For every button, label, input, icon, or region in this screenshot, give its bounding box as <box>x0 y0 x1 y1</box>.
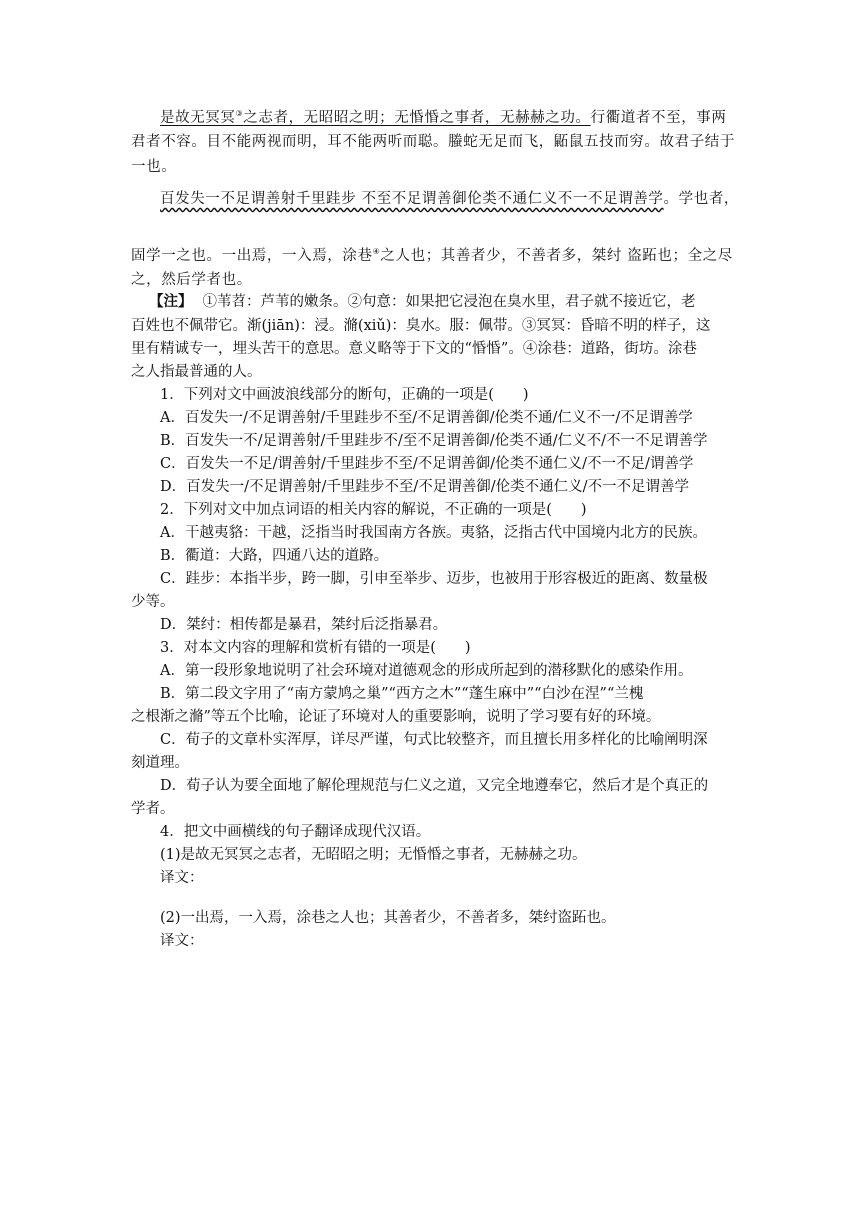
footnote-marker: ④ <box>372 247 381 256</box>
q3-option-c: C．荀子的文章朴实浑厚，详尽严谨，句式比较整齐，而且擅长用多样化的比喻阐明深 <box>160 732 708 748</box>
footnote-marker: ③ <box>235 109 244 118</box>
q2-option-d: D．桀纣：相传都是暴君，桀纣后泛指暴君。 <box>160 617 448 633</box>
notes-line <box>149 292 696 312</box>
q3-option-d-cont: 学者。 <box>131 801 175 817</box>
question-2: 2．下列对文中加点词语的相关内容的解说，不正确的一项是( ) <box>160 502 587 518</box>
notes-text: ①苇苕：芦苇的嫩条。②句意：如果把它浸泡在臭水里，君子就不接近它，老 <box>202 294 696 310</box>
underlined-text: 之志者，无昭昭之明；无惛惛之事者，无赫赫之功。 <box>243 110 591 126</box>
question-4: 4．把文中画横线的句子翻译成现代汉语。 <box>160 824 431 840</box>
question-1: 1．下列对文中画波浪线部分的断句，正确的一项是( ) <box>160 387 529 403</box>
passage-line: 之，然后学者也。 <box>131 272 252 288</box>
passage-line: 一也。 <box>131 159 177 175</box>
underlined-sentence <box>160 110 591 126</box>
q3-option-d: D．荀子认为要全面地了解伦理规范与仁义之道，又完全地遵奉它，然后才是个真正的 <box>160 778 709 794</box>
passage-line <box>160 104 727 128</box>
passage-text: 固学一之也。一出焉，一入焉，涂巷 <box>131 248 373 264</box>
q4-answer-label-1: 译文： <box>160 870 204 886</box>
q2-option-c-cont: 少等。 <box>131 594 175 610</box>
notes-line: 里有精诚专一，埋头苦干的意思。意义略等于下文的“惛惛”。④涂巷：道路，街坊。涂巷 <box>131 341 697 357</box>
passage-line <box>160 189 739 209</box>
q3-option-a: A．第一段形象地说明了社会环境对道德观念的形成所起到的潜移默化的感染作用。 <box>160 663 693 679</box>
q3-option-b-cont: 之根渐之滫”等五个比喻，论证了环境对人的重要影响，说明了学习要有好的环境。 <box>131 709 661 725</box>
underlined-text: 是故无冥冥 <box>160 110 236 126</box>
q1-option-c: C．百发失一不足/谓善射/千里跬步不至/不足谓善御/伦类不通仁义/不一不足/谓善学 <box>160 456 694 472</box>
q2-option-c: C．跬步：本指半步，跨一脚，引申至举步、迈步，也被用于形容极近的距离、数量极 <box>160 571 708 587</box>
q2-option-b: B．衢道：大路，四通八达的道路。 <box>160 548 389 564</box>
q1-option-d: D．百发失一/不足谓善射/千里跬步不至/不足谓善御/伦类不通仁义/不一不足谓善学 <box>160 479 690 495</box>
q1-option-a: A．百发失一/不足谓善射/千里跬步不至/不足谓善御/伦类不通/仁义不一/不足谓善学 <box>160 410 693 426</box>
q4-item-2: (2)一出焉，一入焉，涂巷之人也；其善者少，不善者多，桀纣盗跖也。 <box>160 910 616 926</box>
passage-text: 。学也者， <box>663 191 740 207</box>
q2-option-a: A．干越夷貉：干越，泛指当时我国南方各族。夷貉，泛指古代中国境内北方的民族。 <box>160 525 707 541</box>
wavy-underlined-text: 百发失一不足谓善射千里跬步 不至不足谓善御伦类不通仁义不一不足谓善学 <box>160 191 664 207</box>
q3-option-b: B．第二段文字用了“南方蒙鸠之巢”“西方之木”“蓬生麻中”“白沙在涅”“兰槐 <box>160 686 644 702</box>
passage-text: 行衢道者不至，事两 <box>590 110 727 126</box>
q1-option-b: B．百发失一不/足谓善射/千里跬步不/至不足谓善御/伦类不通/仁义不/不一不足谓善学 <box>160 433 708 449</box>
question-3: 3．对本文内容的理解和赏析有错的一项是( ) <box>160 640 471 656</box>
notes-line: 之人指最普通的人。 <box>131 364 262 380</box>
q4-item-1: (1)是故无冥冥之志者，无昭昭之明；无惛惛之事者，无赫赫之功。 <box>160 847 587 863</box>
q3-option-c-cont: 刻道理。 <box>131 755 189 771</box>
passage-line: 君者不容。目不能两视而明，耳不能两听而聪。螣蛇无足而飞，鼫鼠五技而穷。故君子结于 <box>131 134 735 150</box>
notes-line: 百姓也不佩带它。渐(jiān)：浸。滫(xiǔ)：臭水。服：佩带。③冥冥：昏暗不明的样子，这 <box>131 318 711 334</box>
q4-answer-label-2: 译文： <box>160 933 204 949</box>
passage-line <box>131 242 733 266</box>
notes-label: 【注】 <box>149 293 193 310</box>
passage-text: 之人也；其善者少，不善者多，桀纣 盗跖也；全之尽 <box>380 248 733 264</box>
